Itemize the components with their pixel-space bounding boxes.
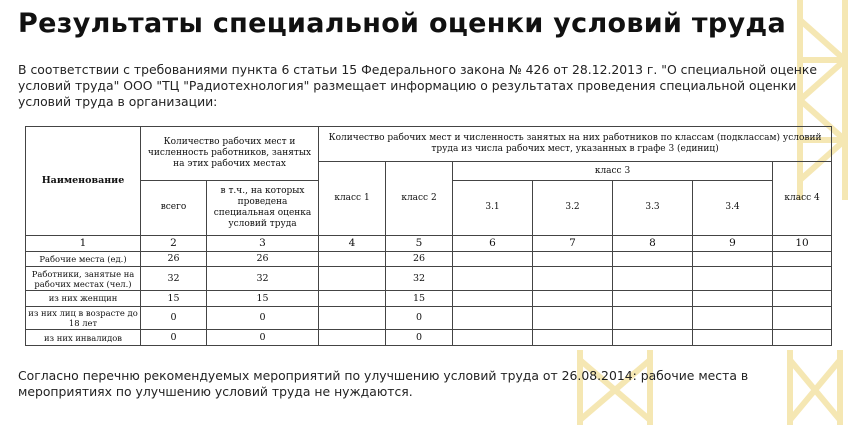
column-number: 3	[207, 235, 319, 251]
column-number: 5	[386, 235, 453, 251]
column-number-row	[26, 235, 832, 251]
row-label: Работники, занятые на рабочих местах (чел.)	[26, 267, 141, 291]
table-cell: 26	[386, 251, 453, 267]
header-class-3-3: 3.3	[613, 180, 693, 235]
table-cell: 0	[207, 306, 319, 330]
table-cell	[613, 267, 693, 291]
table-cell: 32	[207, 267, 319, 291]
table-cell	[453, 251, 533, 267]
intro-paragraph: В соответствии с требованиями пункта 6 статьи 15 Федерального закона № 426 от 28.12.2013 г. "О специальной оценке условий труда" ООО "ТЦ "Радиотехнология" размещает информацию о результатах проведения специальной оценки условий труда в организации:	[18, 62, 818, 109]
table-cell	[693, 306, 773, 330]
header-class-3-1: 3.1	[453, 180, 533, 235]
table-cell	[613, 330, 693, 346]
sout-results-table	[25, 126, 832, 346]
header-class-3-2: 3.2	[533, 180, 613, 235]
table-cell	[533, 306, 613, 330]
table-cell: 32	[386, 267, 453, 291]
table-cell	[773, 290, 832, 306]
table-row	[26, 306, 832, 330]
table-cell	[533, 267, 613, 291]
table-cell	[693, 251, 773, 267]
table-cell: 26	[207, 251, 319, 267]
table-cell	[453, 306, 533, 330]
table-cell	[533, 251, 613, 267]
table-cell: 32	[141, 267, 207, 291]
header-total-group: Количество рабочих мест и численность работников, занятых на этих рабочих местах	[141, 127, 319, 181]
header-class-4: класс 4	[773, 162, 832, 236]
row-label: из них инвалидов	[26, 330, 141, 346]
table-cell	[693, 267, 773, 291]
column-number: 1	[26, 235, 141, 251]
table-row	[26, 267, 832, 291]
table-cell	[613, 306, 693, 330]
column-number: 9	[693, 235, 773, 251]
table-cell	[453, 330, 533, 346]
table-cell	[773, 330, 832, 346]
header-class-1: класс 1	[319, 162, 386, 236]
table-cell	[773, 267, 832, 291]
column-number: 10	[773, 235, 832, 251]
table-cell: 0	[386, 306, 453, 330]
table-cell	[453, 267, 533, 291]
header-class-3-4: 3.4	[693, 180, 773, 235]
header-classes-group: Количество рабочих мест и численность занятых на них работников по классам (подклассам) условий труда из числа рабочих мест, указанных в графе 3 (единиц)	[319, 127, 832, 162]
table-cell	[319, 267, 386, 291]
table-cell: 15	[386, 290, 453, 306]
column-number: 2	[141, 235, 207, 251]
table-cell	[319, 330, 386, 346]
column-number: 6	[453, 235, 533, 251]
table-cell	[773, 251, 832, 267]
table-cell: 0	[207, 330, 319, 346]
table-cell	[319, 290, 386, 306]
conclusion-paragraph: Согласно перечню рекомендуемых мероприятий по улучшению условий труда от 26.08.2014: рабочие места в мероприятиях по улучшению условий труда не нуждаются.	[18, 368, 749, 399]
table-cell	[613, 290, 693, 306]
row-label: Рабочие места (ед.)	[26, 251, 141, 267]
table-row	[26, 290, 832, 306]
table-cell	[533, 330, 613, 346]
header-class-3: класс 3	[453, 162, 773, 181]
table-row	[26, 330, 832, 346]
table-cell	[693, 330, 773, 346]
table-cell	[613, 251, 693, 267]
table-cell	[773, 306, 832, 330]
table-cell: 15	[141, 290, 207, 306]
table-cell	[319, 306, 386, 330]
table-cell	[319, 251, 386, 267]
row-label: из них лиц в возрасте до 18 лет	[26, 306, 141, 330]
header-assessed: в т.ч., на которых проведена специальная оценка условий труда	[207, 180, 319, 235]
header-name: Наименование	[26, 127, 141, 236]
table-cell: 0	[386, 330, 453, 346]
table-cell	[693, 290, 773, 306]
table-cell: 0	[141, 306, 207, 330]
row-label: из них женщин	[26, 290, 141, 306]
header-class-2: класс 2	[386, 162, 453, 236]
column-number: 7	[533, 235, 613, 251]
table-row	[26, 251, 832, 267]
header-total: всего	[141, 180, 207, 235]
column-number: 8	[613, 235, 693, 251]
table-cell: 0	[141, 330, 207, 346]
table-cell: 15	[207, 290, 319, 306]
table-cell: 26	[141, 251, 207, 267]
page-title: Результаты специальной оценки условий труда	[18, 8, 786, 39]
table-cell	[453, 290, 533, 306]
table-cell	[533, 290, 613, 306]
column-number: 4	[319, 235, 386, 251]
